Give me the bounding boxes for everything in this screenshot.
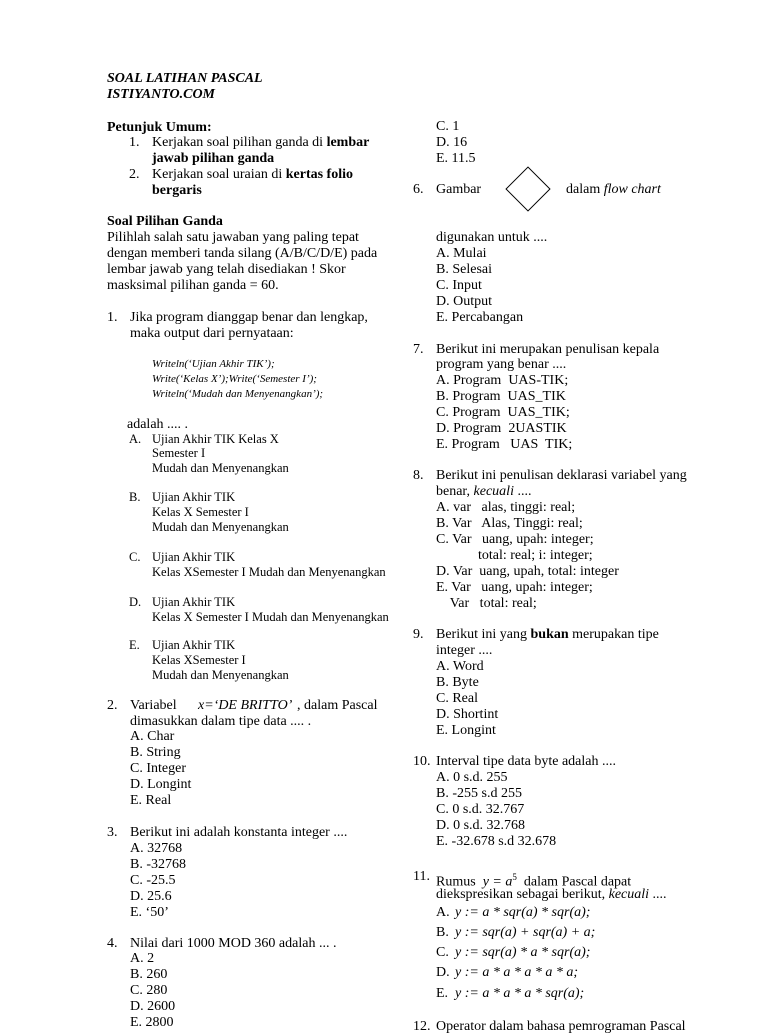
option-text: B. Selesai bbox=[436, 262, 492, 277]
option-text: C. Integer bbox=[130, 761, 186, 776]
option-text: E. Program UAS TIK; bbox=[436, 437, 573, 452]
option-text: Ujian Akhir TIK bbox=[152, 490, 236, 504]
pilihan-heading: Soal Pilihan Ganda bbox=[107, 214, 223, 229]
option-formula: y := a * a * a * sqr(a); bbox=[455, 986, 585, 1001]
option-text: Ujian Akhir TIK bbox=[152, 550, 236, 564]
option-text: C. Input bbox=[436, 278, 482, 293]
option-text: C. 0 s.d. 32.767 bbox=[436, 802, 525, 817]
option-text: D. 0 s.d. 32.768 bbox=[436, 818, 526, 833]
option-text: A. Program UAS-TIK; bbox=[436, 373, 569, 388]
option-text: B. Var Alas, Tinggi: real; bbox=[436, 516, 583, 531]
doc-title: SOAL LATIHAN PASCAL bbox=[107, 71, 263, 86]
option-text: Ujian Akhir TIK bbox=[152, 595, 236, 609]
question-3-text: Berikut ini adalah konstanta integer .... bbox=[130, 825, 348, 840]
option-text: B. -255 s.d 255 bbox=[436, 786, 522, 801]
option-text: C. Var uang, upah: integer; bbox=[436, 532, 594, 547]
code-line: Writeln(‘Ujian Akhir TIK’); bbox=[152, 358, 275, 370]
option-text: B. -32768 bbox=[130, 857, 186, 872]
option-text: E. Longint bbox=[436, 723, 496, 738]
option-text: Ujian Akhir TIK bbox=[152, 638, 236, 652]
code-line: Writeln(‘Mudah dan Menyenangkan’); bbox=[152, 388, 324, 400]
option-text: E. 2800 bbox=[130, 1015, 174, 1030]
option-text: B. 260 bbox=[130, 967, 168, 982]
question-11-text: Rumus $y = a^5$ dalam Pascal dapat bbox=[436, 872, 632, 890]
option-text: Var total: real; bbox=[436, 596, 537, 611]
option-text: E. -32.678 s.d 32.678 bbox=[436, 834, 557, 849]
option-text: E. 11.5 bbox=[436, 151, 476, 166]
variable-name: x=‘DE BRITTO’ bbox=[198, 698, 293, 713]
option-text: D. 2600 bbox=[130, 999, 176, 1014]
question-8-text: Berikut ini penulisan deklarasi variabel yang bbox=[436, 468, 687, 483]
option-formula: y := a * sqr(a) * sqr(a); bbox=[455, 905, 591, 920]
option-text: B. Byte bbox=[436, 675, 479, 690]
option-text: E. Real bbox=[130, 793, 172, 808]
option-text: C. Program UAS_TIK; bbox=[436, 405, 570, 420]
option-text: B. Program UAS_TIK bbox=[436, 389, 566, 404]
option-formula: y := sqr(a) + sqr(a) + a; bbox=[455, 925, 596, 940]
option-text: D. 25.6 bbox=[130, 889, 172, 904]
option-text: C. 280 bbox=[130, 983, 168, 998]
pilihan-line-1: Pilihlah salah satu jawaban yang paling tepat bbox=[107, 230, 359, 245]
doc-site: ISTIYANTO.COM bbox=[107, 87, 216, 102]
option-text: E. Percabangan bbox=[436, 310, 524, 325]
option-text: A. 2 bbox=[130, 951, 155, 966]
question-1-text: Jika program dianggap benar dan lengkap, bbox=[130, 310, 368, 325]
option-text: D. Shortint bbox=[436, 707, 499, 722]
option-text: D. Var uang, upah, total: integer bbox=[436, 564, 619, 579]
option-text: E. ‘50’ bbox=[130, 905, 169, 920]
pilihan-line-2: dengan memberi tanda silang (A/B/C/D/E) pada bbox=[107, 246, 378, 261]
option-text: B. String bbox=[130, 745, 181, 760]
option-text: A. var alas, tinggi: real; bbox=[436, 500, 576, 515]
option-text: A. Word bbox=[436, 659, 484, 674]
option-formula: y := sqr(a) * a * sqr(a); bbox=[455, 945, 591, 960]
option-text: D. Output bbox=[436, 294, 492, 309]
decision-diamond-icon bbox=[505, 166, 550, 211]
option-formula: y := a * a * a * a * a; bbox=[455, 965, 578, 980]
option-text: Ujian Akhir TIK Kelas X bbox=[152, 432, 279, 446]
petunjuk-heading: Petunjuk Umum: bbox=[107, 120, 212, 135]
option-text: C. -25.5 bbox=[130, 873, 176, 888]
option-text: D. Longint bbox=[130, 777, 192, 792]
option-text: D. 16 bbox=[436, 135, 468, 150]
option-text: C. 1 bbox=[436, 119, 460, 134]
petunjuk-item-2-text: Kerjakan soal uraian di bbox=[152, 167, 286, 182]
option-text: A. Mulai bbox=[436, 246, 487, 261]
option-text: E. Var uang, upah: integer; bbox=[436, 580, 593, 595]
petunjuk-item-1-text: Kerjakan soal pilihan ganda di bbox=[152, 135, 327, 150]
question-9-text: Berikut ini yang bukan merupakan tipe bbox=[436, 627, 659, 642]
option-text: total: real; i: integer; bbox=[436, 548, 593, 563]
pilihan-line-3: lembar jawab yang telah disediakan ! Skor bbox=[107, 262, 346, 277]
formula: y = a bbox=[482, 874, 513, 890]
option-text: A. 32768 bbox=[130, 841, 183, 856]
option-text: A. 0 s.d. 255 bbox=[436, 770, 508, 785]
code-line: Write(‘Kelas X’);Write(‘Semester I’); bbox=[152, 373, 317, 385]
question-7-text: Berikut ini merupakan penulisan kepala bbox=[436, 342, 660, 357]
question-4-text: Nilai dari 1000 MOD 360 adalah ... . bbox=[130, 936, 337, 951]
question-10-text: Interval tipe data byte adalah .... bbox=[436, 754, 616, 769]
option-text: A. Char bbox=[130, 729, 175, 744]
option-text: C. Real bbox=[436, 691, 478, 706]
option-text: D. Program 2UASTIK bbox=[436, 421, 567, 436]
pilihan-line-4: masksimal pilihan ganda = 60. bbox=[107, 278, 279, 293]
